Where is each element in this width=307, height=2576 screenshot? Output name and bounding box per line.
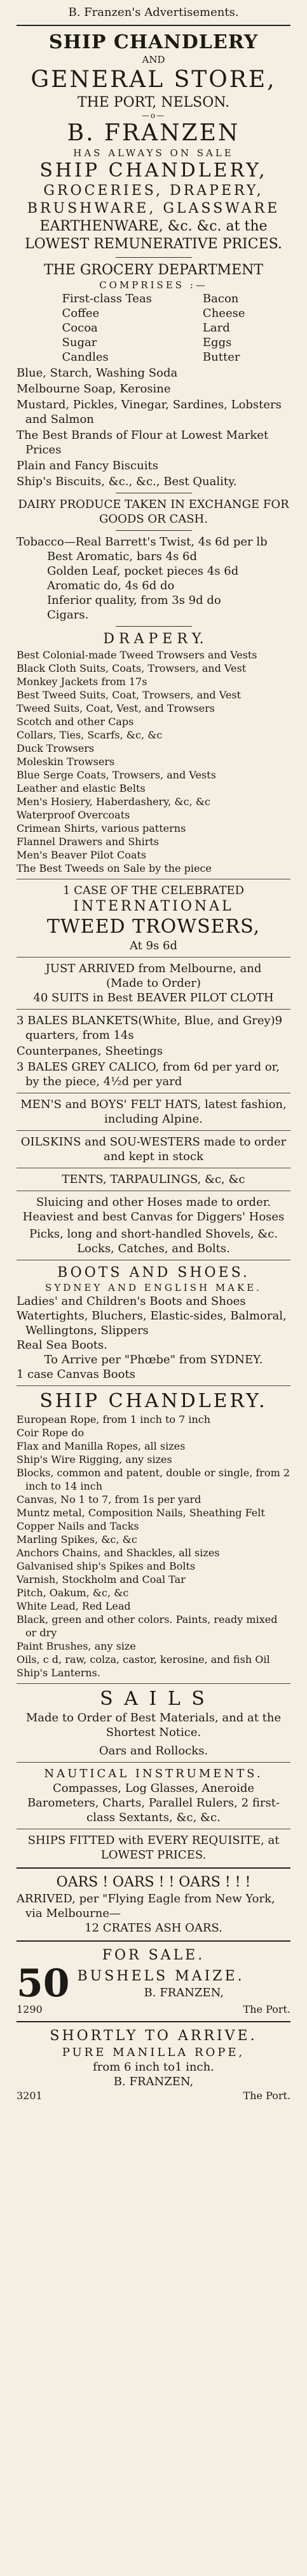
list-item: Crimean Shirts, various patterns bbox=[17, 822, 186, 834]
list-item: Butter bbox=[202, 350, 240, 364]
list-item: Black Cloth Suits, Coats, Trowsers, and Vest bbox=[17, 662, 247, 674]
section-tweed bbox=[17, 883, 290, 953]
divider bbox=[17, 1130, 290, 1131]
list-item: Cocoa bbox=[62, 321, 98, 335]
seller-name: B. FRANZEN, bbox=[144, 1985, 224, 1999]
list-item: Best Colonial-made Tweed Trowsers and Vests bbox=[17, 649, 257, 661]
ad-place: The Port. bbox=[243, 2003, 290, 2015]
ship-chandlery-heading: SHIP CHANDLERY. bbox=[39, 1390, 268, 1412]
list-item: Muntz metal, Composition Nails, Sheathing Felt bbox=[17, 1507, 265, 1519]
section-ship-chandlery bbox=[17, 1390, 290, 1679]
ad-code: 3201 bbox=[17, 2090, 43, 2102]
sails-text: Made to Order of Best Materials, and at the Shortest Notice. bbox=[25, 1711, 282, 1739]
maize-details bbox=[78, 1968, 291, 2000]
divider bbox=[116, 257, 192, 258]
list-item: Blocks, common and patent, double or single, from 2 inch to 14 inch bbox=[17, 1467, 290, 1492]
ad-code: 1290 bbox=[17, 2003, 43, 2015]
general-store-heading: GENERAL STORE, bbox=[31, 67, 276, 93]
owner-name: B. FRANZEN bbox=[67, 120, 240, 146]
for-sale-heading: FOR SALE. bbox=[102, 1947, 205, 1963]
list-item: Sugar bbox=[62, 336, 97, 349]
section-tobacco bbox=[17, 535, 290, 622]
divider bbox=[17, 1683, 290, 1684]
list-item: Anchors Chains, and Shackles, all sizes bbox=[17, 1547, 220, 1559]
divider bbox=[17, 2021, 290, 2022]
sails-heading: S A I L S bbox=[100, 1688, 207, 1710]
lowest-prices-line: LOWEST REMUNERATIVE PRICES. bbox=[25, 236, 282, 252]
sluicing-text: Sluicing and other Hoses made to order. Heaviest and best Canvas for Diggers' Hoses bbox=[22, 1196, 285, 1224]
ships-fitted-text: SHIPS FITTED with EVERY REQUISITE, at LOWEST PRICES. bbox=[27, 1834, 280, 1862]
dairy-produce-text: DAIRY PRODUCE TAKEN IN EXCHANGE FOR GOODS OR CASH. bbox=[18, 498, 289, 526]
list-item: Waterproof Overcoats bbox=[17, 809, 130, 821]
list-item: Men's Beaver Pilot Coats bbox=[17, 849, 147, 861]
list-item: 1 case Canvas Boots bbox=[17, 1368, 135, 1381]
section-store-intro bbox=[17, 31, 290, 253]
maize-quantity: 50 bbox=[17, 1961, 70, 2006]
nautical-heading: NAUTICAL INSTRUMENTS. bbox=[44, 1767, 263, 1780]
divider bbox=[116, 530, 192, 531]
oars-text: ARRIVED, per "Flying Eagle from New York, via Melbourne— bbox=[17, 1892, 275, 1920]
oars-crates: 12 CRATES ASH OARS. bbox=[85, 1921, 222, 1935]
section-nautical bbox=[17, 1766, 290, 1825]
drapery-heading: D R A P E R Y. bbox=[103, 631, 204, 647]
tweed-price: At 9s 6d bbox=[129, 939, 178, 952]
divider bbox=[17, 1867, 290, 1869]
location-text: THE PORT, NELSON. bbox=[77, 95, 230, 110]
list-item: Cheese bbox=[202, 307, 245, 320]
list-item: Blue Serge Coats, Trowsers, and Vests bbox=[17, 769, 216, 781]
divider bbox=[17, 1385, 290, 1386]
list-item: Men's Hosiery, Haberdashery, &c, &c bbox=[17, 796, 210, 808]
ship-chandlery-line: SHIP CHANDLERY, bbox=[39, 159, 268, 182]
list-item: Ladies' and Children's Boots and Shoes bbox=[17, 1295, 246, 1308]
list-item: Scotch and other Caps bbox=[17, 716, 134, 728]
list-item: Marling Spikes, &c, &c bbox=[17, 1533, 137, 1545]
divider bbox=[116, 626, 192, 627]
earthenware-line: EARTHENWARE, &c. &c. at the bbox=[39, 218, 268, 234]
list-item: Galvanised ship's Spikes and Bolts bbox=[17, 1560, 196, 1572]
list-item: Paint Brushes, any size bbox=[17, 1640, 136, 1652]
ad-footer bbox=[17, 2089, 290, 2102]
picks-text: Picks, long and short-handled Shovels, &c. Locks, Catches, and Bolts. bbox=[29, 1227, 278, 1255]
section-oars bbox=[17, 1874, 290, 1935]
maize-row bbox=[17, 1961, 290, 2006]
maize-text: BUSHELS MAIZE. bbox=[77, 1968, 245, 1984]
arrived-line: JUST ARRIVED from Melbourne, and bbox=[45, 962, 262, 975]
boots-heading: BOOTS AND SHOES. bbox=[57, 1265, 250, 1281]
list-item: Copper Nails and Tacks bbox=[17, 1520, 139, 1532]
list-item: Coffee bbox=[62, 307, 100, 320]
list-item: Flannel Drawers and Shirts bbox=[17, 836, 160, 848]
ship-chandlery-heading: SHIP CHANDLERY bbox=[48, 31, 259, 53]
tents-text: TENTS, TARPAULINGS, &c, &c bbox=[62, 1173, 245, 1186]
list-item: Monkey Jackets from 17s bbox=[17, 676, 147, 688]
page-title: B. Franzen's Advertisements. bbox=[68, 6, 239, 19]
list-item: First-class Teas bbox=[62, 292, 152, 305]
list-item: Canvas, No 1 to 7, from 1s per yard bbox=[17, 1493, 201, 1505]
list-item: The Best Tweeds on Sale by the piece bbox=[17, 862, 212, 874]
groceries-line: GROCERIES, DRAPERY, bbox=[43, 183, 264, 199]
list-item: Pitch, Oakum, &c, &c bbox=[17, 1587, 129, 1599]
bales-line: 3 BALES BLANKETS(White, Blue, and Grey)9 quarters, from 14s bbox=[17, 1014, 283, 1042]
list-item: Eggs bbox=[202, 336, 232, 349]
list-item: Varnish, Stockholm and Coal Tar bbox=[17, 1573, 186, 1585]
bales-line: Counterpanes, Sheetings bbox=[17, 1044, 163, 1058]
oilskins-text: OILSKINS and SOU-WESTERS made to order and kept in stock bbox=[20, 1135, 287, 1163]
list-item: Tweed Suits, Coat, Vest, and Trowsers bbox=[17, 702, 215, 714]
and-text: AND bbox=[142, 54, 165, 65]
section-shortly-to-arrive bbox=[17, 2027, 290, 2102]
list-item: Melbourne Soap, Kerosine bbox=[17, 382, 171, 396]
section-for-sale bbox=[17, 1947, 290, 2016]
grocery-column-left bbox=[62, 291, 152, 364]
tobacco-line: Aromatic do, 4s 6d do bbox=[47, 579, 175, 592]
tobacco-line: Best Aromatic, bars 4s 6d bbox=[47, 550, 198, 563]
arrived-line: 40 SUITS in Best BEAVER PILOT CLOTH bbox=[33, 991, 274, 1004]
list-item: Real Sea Boots. bbox=[17, 1338, 107, 1352]
oars-rollocks-text: Oars and Rollocks. bbox=[99, 1744, 208, 1758]
list-item: Candles bbox=[62, 350, 109, 364]
list-item: Flax and Manilla Ropes, all sizes bbox=[17, 1440, 186, 1452]
list-item: Collars, Ties, Scarfs, &c, &c bbox=[17, 729, 163, 741]
list-item: Plain and Fancy Biscuits bbox=[17, 459, 158, 472]
list-item: European Rope, from 1 inch to 7 inch bbox=[17, 1413, 211, 1425]
list-item: White Lead, Red Lead bbox=[17, 1600, 131, 1612]
section-grocery bbox=[17, 262, 290, 489]
section-drapery bbox=[17, 631, 290, 875]
list-item: Coir Rope do bbox=[17, 1427, 85, 1439]
list-item: Bacon bbox=[202, 292, 239, 305]
divider bbox=[17, 1762, 290, 1763]
list-item: Black, green and other colors. Paints, ready mixed or dry bbox=[17, 1613, 278, 1639]
felt-hats-text: MEN'S and BOYS' FELT HATS, latest fashion, including Alpine. bbox=[20, 1098, 287, 1126]
tobacco-line: Cigars. bbox=[47, 608, 89, 622]
list-item: Leather and elastic Belts bbox=[17, 782, 146, 794]
tweed-line: INTERNATIONAL bbox=[73, 898, 234, 914]
list-item: Moleskin Trowsers bbox=[17, 756, 115, 768]
rope-size-text: from 6 inch to1 inch. bbox=[93, 2060, 214, 2074]
divider bbox=[17, 25, 290, 26]
list-item: Blue, Starch, Washing Soda bbox=[17, 366, 178, 380]
grocery-heading: THE GROCERY DEPARTMENT bbox=[43, 262, 264, 278]
manilla-rope-text: PURE MANILLA ROPE, bbox=[62, 2046, 245, 2059]
boots-subheading: SYDNEY AND ENGLISH MAKE. bbox=[45, 1282, 262, 1293]
section-just-arrived bbox=[17, 961, 290, 1005]
nautical-text: Compasses, Log Glasses, Aneroide Barometers, Charts, Parallel Rulers, 2 first-class Sextants, &c, &c. bbox=[27, 1782, 280, 1824]
grocery-column-right bbox=[203, 291, 245, 364]
tweed-heading: TWEED TROWSERS, bbox=[46, 916, 261, 938]
tobacco-line: Inferior quality, from 3s 9d do bbox=[47, 594, 221, 607]
divider bbox=[17, 1940, 290, 1942]
comprises-label: COMPRISES :— bbox=[99, 279, 208, 291]
list-item: Lard bbox=[202, 321, 230, 335]
oars-heading: OARS ! OARS ! ! OARS ! ! ! bbox=[56, 1874, 251, 1890]
arrived-line: (Made to Order) bbox=[106, 977, 201, 990]
list-item: Ship's Lanterns. bbox=[17, 1667, 100, 1679]
brushware-line: BRUSHWARE, GLASSWARE bbox=[27, 201, 280, 217]
list-item: Ship's Biscuits, &c., &c., Best Quality. bbox=[17, 475, 237, 488]
grocery-columns bbox=[17, 291, 290, 364]
ad-place: The Port. bbox=[243, 2090, 290, 2102]
tobacco-line: Golden Leaf, pocket pieces 4s 6d bbox=[47, 564, 239, 578]
list-item: Best Tweed Suits, Coat, Trowsers, and Vest bbox=[17, 689, 241, 701]
list-item: Ship's Wire Rigging, any sizes bbox=[17, 1453, 172, 1465]
divider bbox=[17, 957, 290, 958]
always-on-sale: HAS ALWAYS ON SALE bbox=[73, 147, 234, 159]
tweed-line: 1 CASE OF THE CELEBRATED bbox=[62, 884, 245, 897]
section-boots bbox=[17, 1264, 290, 1382]
bales-line: 3 BALES GREY CALICO, from 6d per yard or, by the piece, 4½d per yard bbox=[17, 1060, 280, 1088]
list-item: Duck Trowsers bbox=[17, 742, 95, 754]
shortly-heading: SHORTLY TO ARRIVE. bbox=[50, 2028, 257, 2044]
seller-name: B. FRANZEN, bbox=[113, 2075, 194, 2088]
tobacco-line: Tobacco—Real Barrett's Twist, 4s 6d per lb bbox=[17, 535, 268, 549]
list-item: The Best Brands of Flour at Lowest Market Prices bbox=[17, 429, 269, 457]
list-item: Oils, c d, raw, colza, castor, kerosine, and fish Oil bbox=[17, 1653, 270, 1665]
list-item: Watertights, Bluchers, Elastic-sides, Balmoral, Wellingtons, Slippers bbox=[17, 1309, 287, 1337]
section-bales bbox=[17, 1013, 290, 1089]
divider bbox=[17, 1009, 290, 1010]
section-sails bbox=[17, 1688, 290, 1758]
ornament-divider: —o— bbox=[141, 111, 166, 120]
list-item: Mustard, Pickles, Vinegar, Sardines, Lobsters and Salmon bbox=[17, 398, 282, 426]
list-item: To Arrive per "Phœbe" from SYDNEY. bbox=[44, 1353, 263, 1366]
